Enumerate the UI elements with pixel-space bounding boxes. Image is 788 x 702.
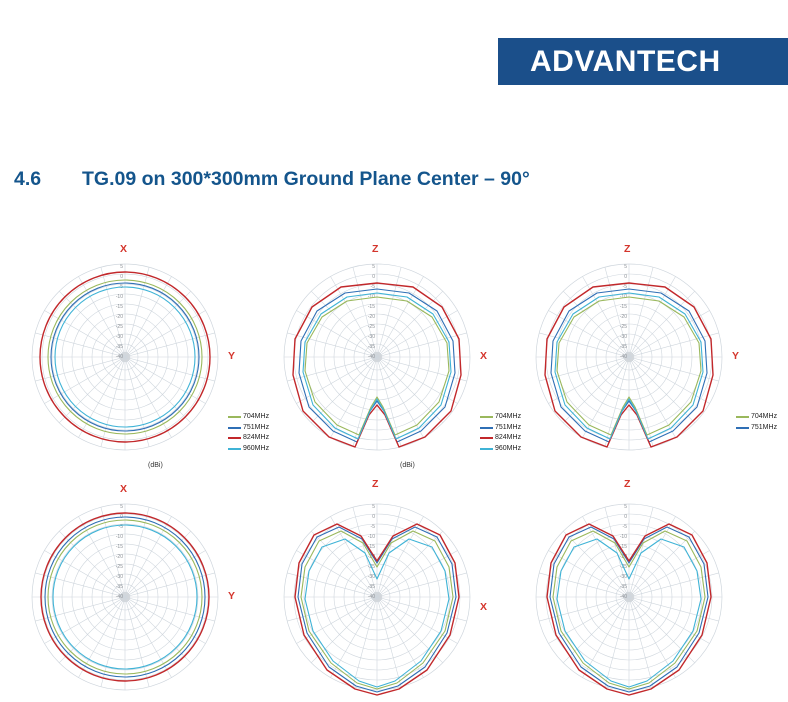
axis-label-top: Z bbox=[624, 243, 631, 255]
legend-label: 751MHz bbox=[495, 423, 522, 431]
axis-label-right: Y bbox=[228, 590, 236, 602]
legend-swatch-704 bbox=[228, 416, 241, 418]
axis-label-right: X bbox=[480, 601, 488, 613]
svg-text:-35: -35 bbox=[367, 584, 375, 590]
svg-text:5: 5 bbox=[120, 504, 123, 510]
svg-text:-15: -15 bbox=[619, 304, 627, 310]
polar-chart-zx-bottom bbox=[262, 472, 510, 702]
legend-swatch-824 bbox=[480, 437, 493, 439]
units-label: (dBi) bbox=[400, 462, 415, 469]
polar-plot-panel bbox=[10, 472, 258, 702]
svg-text:-35: -35 bbox=[115, 584, 123, 590]
svg-text:-25: -25 bbox=[367, 324, 375, 330]
units-label: (dBi) bbox=[148, 462, 163, 469]
svg-text:5: 5 bbox=[120, 264, 123, 270]
svg-text:-30: -30 bbox=[367, 574, 375, 580]
svg-text:0: 0 bbox=[120, 274, 123, 280]
polar-plot-panel bbox=[10, 232, 270, 469]
svg-text:-15: -15 bbox=[367, 544, 375, 550]
svg-text:0: 0 bbox=[372, 514, 375, 520]
svg-text:-5: -5 bbox=[370, 284, 375, 290]
svg-text:-40: -40 bbox=[367, 594, 375, 600]
legend-label: 824MHz bbox=[243, 434, 270, 441]
polar-plot-row-bottom bbox=[0, 472, 750, 650]
svg-text:-20: -20 bbox=[367, 314, 375, 320]
legend-label: 704MHz bbox=[751, 413, 778, 420]
svg-text:-30: -30 bbox=[367, 334, 375, 340]
legend-label: 704MHz bbox=[243, 413, 270, 420]
svg-text:-15: -15 bbox=[115, 544, 123, 550]
svg-text:-30: -30 bbox=[619, 334, 627, 340]
axis-label-top: Z bbox=[372, 478, 379, 490]
svg-text:-15: -15 bbox=[619, 544, 627, 550]
legend-swatch-824 bbox=[228, 437, 241, 439]
svg-text:-40: -40 bbox=[367, 354, 375, 360]
polar-chart-zy-top bbox=[514, 232, 778, 462]
svg-text:-20: -20 bbox=[367, 554, 375, 560]
svg-text:-20: -20 bbox=[619, 554, 627, 560]
legend-label: 960MHz bbox=[243, 444, 270, 452]
legend-swatch-704 bbox=[480, 416, 493, 418]
svg-text:-40: -40 bbox=[115, 354, 123, 360]
svg-text:5: 5 bbox=[372, 504, 375, 510]
axis-label-right: Y bbox=[228, 350, 236, 362]
polar-plot-panel bbox=[514, 472, 762, 702]
svg-text:-10: -10 bbox=[619, 294, 627, 300]
legend-label: 704MHz bbox=[495, 413, 522, 420]
legend-swatch-704 bbox=[736, 416, 749, 418]
polar-chart-zx-top bbox=[262, 232, 522, 469]
svg-text:-10: -10 bbox=[367, 294, 375, 300]
legend-swatch-751 bbox=[480, 427, 493, 429]
svg-text:-35: -35 bbox=[367, 344, 375, 350]
svg-text:-30: -30 bbox=[115, 574, 123, 580]
svg-text:-10: -10 bbox=[115, 534, 123, 540]
legend-label: 751MHz bbox=[751, 423, 778, 431]
polar-plot-panel bbox=[514, 232, 778, 462]
polar-plot-panel bbox=[262, 232, 522, 469]
polar-plot-row-top bbox=[0, 232, 778, 477]
legend-swatch-751 bbox=[736, 427, 749, 429]
axis-label-right: Y bbox=[732, 350, 740, 362]
legend-label: 751MHz bbox=[243, 423, 270, 431]
svg-text:-35: -35 bbox=[619, 584, 627, 590]
svg-text:-25: -25 bbox=[115, 324, 123, 330]
svg-text:-15: -15 bbox=[115, 304, 123, 310]
legend-swatch-751 bbox=[228, 427, 241, 429]
polar-chart-zy-bottom bbox=[514, 472, 762, 702]
legend-label: 824MHz bbox=[495, 434, 522, 441]
svg-text:-25: -25 bbox=[619, 564, 627, 570]
svg-text:5: 5 bbox=[624, 504, 627, 510]
svg-text:-10: -10 bbox=[367, 534, 375, 540]
advantech-logo-text: ADVANTECH bbox=[530, 44, 721, 78]
svg-text:0: 0 bbox=[624, 514, 627, 520]
axis-label-top: Z bbox=[372, 243, 379, 255]
svg-text:-25: -25 bbox=[115, 564, 123, 570]
svg-text:-40: -40 bbox=[619, 354, 627, 360]
legend-item bbox=[736, 423, 777, 434]
svg-text:-5: -5 bbox=[118, 284, 123, 290]
legend-swatch-960 bbox=[228, 448, 241, 450]
svg-text:5: 5 bbox=[372, 264, 375, 270]
polar-chart-xy-top bbox=[10, 232, 270, 469]
polar-chart-svg bbox=[514, 232, 762, 462]
axis-label-top: Z bbox=[624, 478, 631, 490]
svg-text:0: 0 bbox=[120, 514, 123, 520]
svg-text:-5: -5 bbox=[370, 524, 375, 530]
svg-text:-35: -35 bbox=[619, 344, 627, 350]
polar-chart-svg bbox=[514, 472, 762, 650]
polar-chart-xy-bottom bbox=[10, 472, 258, 702]
page-title bbox=[14, 168, 734, 191]
polar-chart-svg bbox=[10, 232, 258, 462]
legend-label: 960MHz bbox=[495, 444, 522, 452]
svg-text:-25: -25 bbox=[367, 564, 375, 570]
section-title: TG.09 on 300*300mm Ground Plane Center – 90° bbox=[82, 168, 530, 190]
axis-label-top: X bbox=[120, 243, 128, 255]
svg-text:-25: -25 bbox=[619, 324, 627, 330]
polar-chart-svg bbox=[262, 232, 510, 462]
svg-text:-35: -35 bbox=[115, 344, 123, 350]
svg-text:-20: -20 bbox=[115, 554, 123, 560]
svg-text:0: 0 bbox=[624, 274, 627, 280]
polar-plot-panel bbox=[262, 472, 510, 702]
svg-text:-10: -10 bbox=[115, 294, 123, 300]
svg-text:-40: -40 bbox=[619, 594, 627, 600]
polar-chart-svg bbox=[10, 472, 258, 650]
axis-label-right: X bbox=[480, 350, 488, 362]
svg-text:-5: -5 bbox=[622, 524, 627, 530]
svg-text:-15: -15 bbox=[367, 304, 375, 310]
svg-text:0: 0 bbox=[372, 274, 375, 280]
svg-text:-5: -5 bbox=[118, 524, 123, 530]
svg-text:-40: -40 bbox=[115, 594, 123, 600]
svg-text:-5: -5 bbox=[622, 284, 627, 290]
svg-text:-30: -30 bbox=[115, 334, 123, 340]
advantech-logo bbox=[498, 38, 788, 85]
section-number: 4.6 bbox=[14, 168, 42, 190]
svg-text:-10: -10 bbox=[619, 534, 627, 540]
legend bbox=[736, 412, 777, 433]
polar-chart-svg bbox=[262, 472, 510, 650]
svg-text:-30: -30 bbox=[619, 574, 627, 580]
svg-text:-20: -20 bbox=[115, 314, 123, 320]
svg-text:5: 5 bbox=[624, 264, 627, 270]
legend-item bbox=[736, 412, 777, 423]
legend-swatch-960 bbox=[480, 448, 493, 450]
svg-text:-20: -20 bbox=[619, 314, 627, 320]
axis-label-top: X bbox=[120, 483, 128, 495]
